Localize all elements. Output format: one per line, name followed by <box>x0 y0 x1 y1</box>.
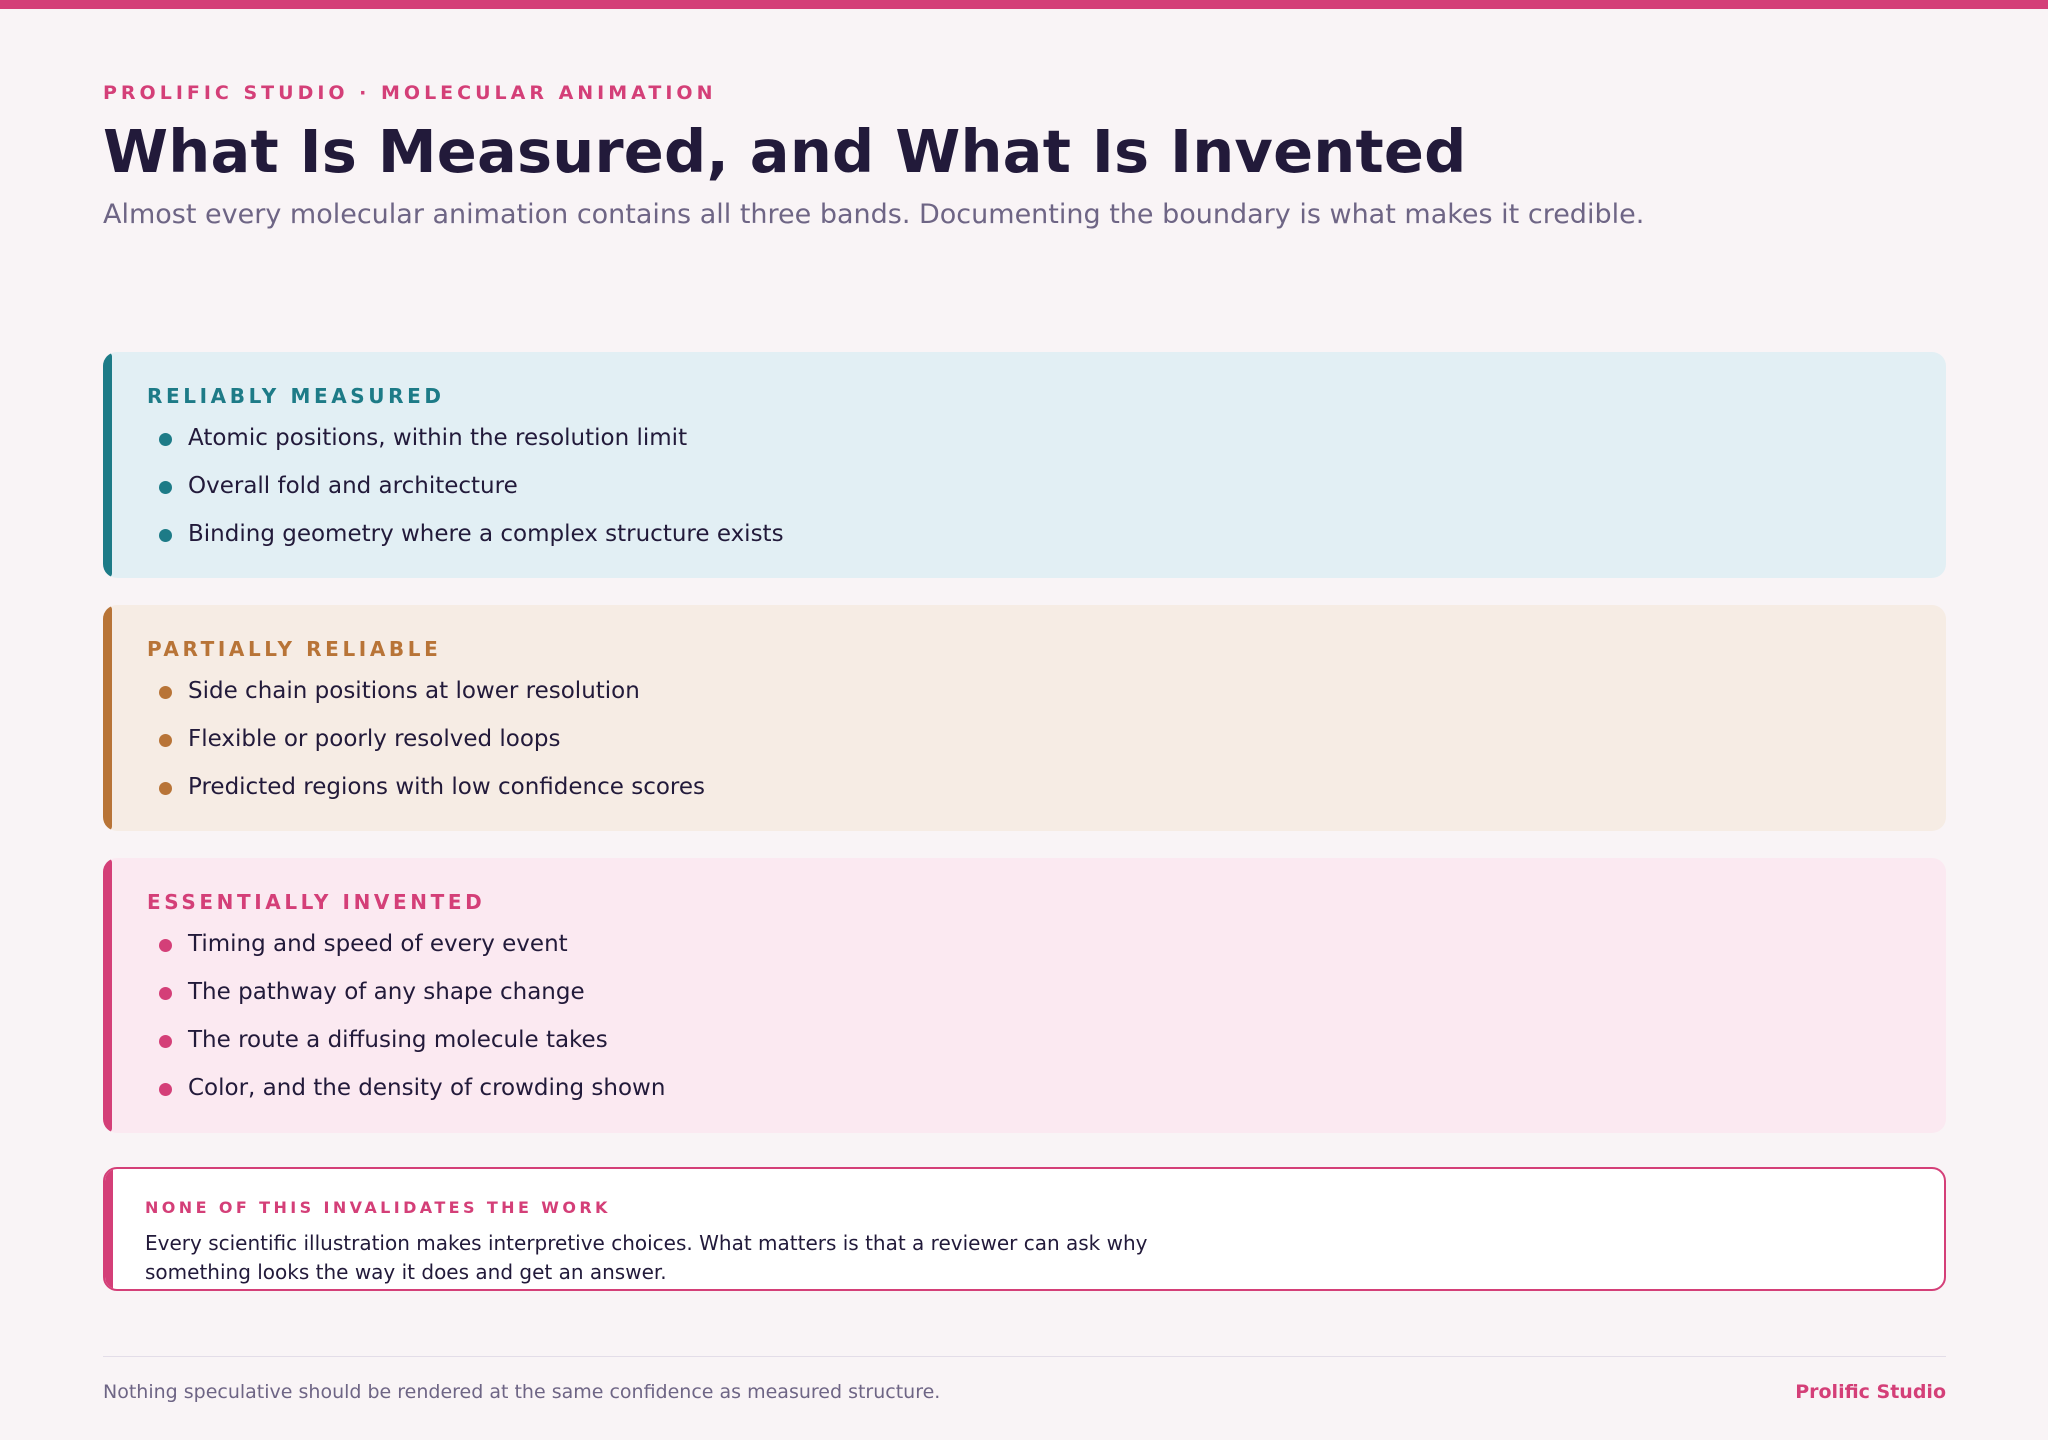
list-item-text: The route a diffusing molecule takes <box>188 1027 608 1053</box>
list-item-text: Flexible or poorly resolved loops <box>188 726 561 752</box>
list-item <box>147 1026 665 1074</box>
footer-divider <box>103 1356 1946 1357</box>
list-item-text: Timing and speed of every event <box>188 931 568 957</box>
list-item <box>147 725 705 773</box>
list-item <box>147 677 705 725</box>
footer-brand: Prolific Studio <box>1795 1381 1946 1403</box>
bullet-icon <box>159 529 172 542</box>
band-title: RELIABLY MEASURED <box>147 384 445 408</box>
band-accent-bar <box>103 858 112 1133</box>
callout-box <box>103 1167 1946 1291</box>
list-item-text: Predicted regions with low confidence scores <box>188 774 706 800</box>
bullet-icon <box>159 734 172 747</box>
list-item <box>147 930 665 978</box>
band-partially-reliable <box>103 605 1946 831</box>
bullet-icon <box>159 433 172 446</box>
band-accent-bar <box>103 605 112 831</box>
callout-accent-bar <box>105 1169 113 1289</box>
list-item <box>147 472 784 520</box>
callout-text: Every scientific illustration makes interpretive choices. What matters is that a reviewer can ask why something looks the way it does and get an answer. <box>145 1231 1148 1284</box>
list-item-text: Atomic positions, within the resolution limit <box>188 425 688 451</box>
bullet-icon <box>159 1035 172 1048</box>
bullet-icon <box>159 481 172 494</box>
band-essentially-invented <box>103 858 1946 1133</box>
list-item-text: Color, and the density of crowding shown <box>188 1075 666 1101</box>
band-title: ESSENTIALLY INVENTED <box>147 890 486 914</box>
list-item <box>147 520 784 568</box>
page-subtitle: Almost every molecular animation contains all three bands. Documenting the boundary is what makes it credible. <box>103 199 1645 230</box>
list-item-text: Overall fold and architecture <box>188 473 518 499</box>
list-item-text: Binding geometry where a complex structure exists <box>188 521 784 547</box>
list-item <box>147 773 705 821</box>
band-list <box>147 424 784 568</box>
bullet-icon <box>159 686 172 699</box>
band-list <box>147 677 705 821</box>
list-item <box>147 1074 665 1122</box>
callout-title: NONE OF THIS INVALIDATES THE WORK <box>145 1198 611 1217</box>
list-item <box>147 424 784 472</box>
page-title: What Is Measured, and What Is Invented <box>103 117 1467 186</box>
bullet-icon <box>159 782 172 795</box>
band-accent-bar <box>103 352 112 578</box>
top-accent-bar <box>0 0 2048 9</box>
list-item-text: Side chain positions at lower resolution <box>188 678 640 704</box>
footer-note: Nothing speculative should be rendered at the same confidence as measured structure. <box>103 1381 941 1403</box>
eyebrow-label: PROLIFIC STUDIO · MOLECULAR ANIMATION <box>103 82 717 104</box>
bullet-icon <box>159 939 172 952</box>
band-title: PARTIALLY RELIABLE <box>147 637 442 661</box>
bullet-icon <box>159 1083 172 1096</box>
band-list <box>147 930 665 1122</box>
band-reliably-measured <box>103 352 1946 578</box>
bullet-icon <box>159 987 172 1000</box>
list-item <box>147 978 665 1026</box>
list-item-text: The pathway of any shape change <box>188 979 585 1005</box>
